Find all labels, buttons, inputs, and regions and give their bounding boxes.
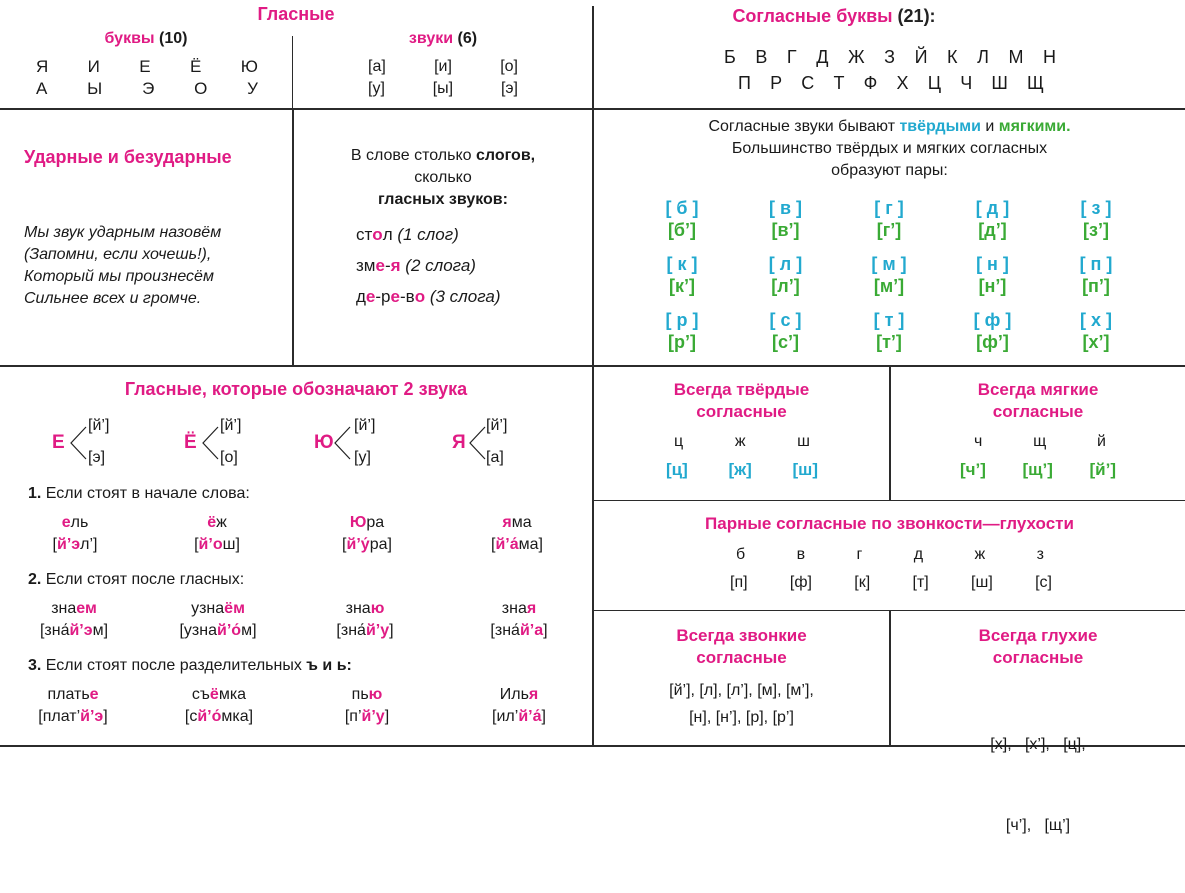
syllables-rule-bold: слогов, xyxy=(475,147,536,164)
always-voiceless-line: [х], [х’], [ц], xyxy=(990,736,1086,753)
transcription-part: [ xyxy=(342,536,347,553)
transcription-sound: й’а xyxy=(519,622,544,639)
soft-sound: [п’] xyxy=(1082,276,1110,296)
soft-sound: [р’] xyxy=(668,332,696,352)
split-bracket-icon xyxy=(467,425,487,461)
vowel-split-yu xyxy=(314,415,394,471)
consonant-letter: Ц xyxy=(927,73,942,93)
word-vowel: ём xyxy=(224,600,245,617)
rule-2 xyxy=(28,571,244,589)
divider-top-right xyxy=(594,108,1185,110)
vowel-sounds-row-1 xyxy=(368,58,518,76)
vowel-letters-header xyxy=(0,30,292,48)
voiced-letter: б xyxy=(736,546,746,563)
soft-sound: [ч’] xyxy=(960,460,986,479)
voiced-letter: з xyxy=(1036,546,1044,563)
consonant-letter: Щ xyxy=(1027,73,1044,93)
pair-cell xyxy=(1066,309,1126,353)
hard-sound: [ж] xyxy=(728,460,752,479)
word-part: пь xyxy=(351,686,369,703)
transcription-part: м] xyxy=(241,622,257,639)
transcription-part: [узна xyxy=(179,622,217,639)
transcription-part: ] xyxy=(543,622,548,639)
always-voiced-title-line: согласные xyxy=(696,648,787,667)
word-vowel: ю xyxy=(370,600,385,617)
poem-line: Мы звук ударным назовём xyxy=(24,224,222,241)
always-voiced-title-line: Всегда звонкие xyxy=(676,626,807,645)
always-voiceless-title xyxy=(891,625,1185,669)
pair-cell xyxy=(652,253,712,297)
soft-sound: [д’] xyxy=(978,220,1007,240)
word-part: плать xyxy=(47,686,90,703)
always-voiced-line: [й’], [л], [л’], [м], [м’], xyxy=(669,682,814,699)
always-hard-sounds xyxy=(666,460,818,480)
pair-cell xyxy=(1066,197,1126,241)
always-voiceless-sounds xyxy=(891,677,1185,893)
word-vowel: ё xyxy=(209,686,219,703)
transcription-part: [п’ xyxy=(344,708,362,725)
word-part: д xyxy=(356,287,366,306)
rule-number: 3. xyxy=(28,657,42,674)
always-hard-letters xyxy=(674,433,810,451)
consonant-letter: М xyxy=(1008,47,1024,67)
pairs-soft-word: мягкими. xyxy=(998,118,1071,135)
word-part: зна xyxy=(51,600,77,617)
vowel-letters-count: (10) xyxy=(159,30,188,47)
soft-sound: [г’] xyxy=(876,220,902,240)
two-sounds-title: Гласные, которые обозначают 2 звука xyxy=(124,379,468,399)
consonants-row-2 xyxy=(738,73,1044,94)
rule-1-word xyxy=(312,512,422,556)
transcription-sound: й’э xyxy=(56,536,81,553)
voiceless-sound: [с] xyxy=(1035,574,1052,591)
pairs-intro-text: Большинство твёрдых и мягких согласных xyxy=(731,140,1048,157)
consonants-title xyxy=(594,6,1074,27)
word-part: -в xyxy=(399,287,415,306)
always-voiced-title xyxy=(594,625,889,669)
vowel-letter: Ю xyxy=(240,57,258,76)
syllables-rule-text: сколько xyxy=(414,169,472,186)
consonant-letter: З xyxy=(884,47,896,67)
transcription-sound: й’э xyxy=(69,622,93,639)
vowel-sound: [о] xyxy=(500,58,518,75)
pairs-intro xyxy=(594,116,1185,182)
rule-1-word xyxy=(20,512,130,556)
vowel-letter: Ё xyxy=(190,57,202,76)
split-sound-bottom: [у] xyxy=(354,449,371,466)
split-sound-top: [й’] xyxy=(88,417,110,434)
hard-sound: [ х ] xyxy=(1079,310,1112,330)
transcription-sound: й’о xyxy=(198,536,223,553)
pairs-intro-text: Согласные звуки бывают xyxy=(708,118,896,135)
transcription-sound: й’у́ xyxy=(346,536,370,553)
pair-cell xyxy=(859,197,919,241)
voiceless-sound: [ф] xyxy=(789,574,812,591)
syllable-example-1 xyxy=(356,225,459,245)
pairs-row-3 xyxy=(652,309,1126,353)
consonant-letter: Т xyxy=(833,73,845,93)
word-part: Иль xyxy=(499,686,529,703)
word-part: ль xyxy=(70,514,89,531)
vowel-letter: Ы xyxy=(87,79,103,98)
soft-sound: [х’] xyxy=(1082,332,1110,352)
hard-sound: [ с ] xyxy=(769,310,802,330)
split-sound-bottom: [э] xyxy=(88,449,106,466)
transcription-part: [плат’ xyxy=(38,708,81,725)
vowels-title: Гласные xyxy=(257,4,335,24)
hard-sound: [ д ] xyxy=(975,198,1010,218)
word-vowel: ю xyxy=(368,686,383,703)
transcription-part: [ил’ xyxy=(492,708,519,725)
word-vowel: я xyxy=(390,256,401,275)
vowel-sounds-label: звуки xyxy=(408,30,454,47)
pair-cell xyxy=(756,253,816,297)
syllables-rule-text: В слове столько xyxy=(350,147,472,164)
word-vowel: е xyxy=(390,287,400,306)
always-voiced-sounds xyxy=(594,677,889,731)
transcription-part: [с xyxy=(184,708,198,725)
consonant-letter: Н xyxy=(1043,47,1056,67)
vowel-sound: [и] xyxy=(434,58,452,75)
transcription-part: [зна́ xyxy=(336,622,366,639)
consonants-row-1 xyxy=(724,47,1056,68)
split-letter: Е xyxy=(52,432,65,453)
pair-cell xyxy=(859,309,919,353)
consonant-letter: щ xyxy=(1033,433,1047,450)
transcription-sound: й’а́ xyxy=(518,708,542,725)
always-voiceless-title-line: согласные xyxy=(992,648,1084,667)
consonant-letter: Л xyxy=(977,47,989,67)
voiceless-sound: [п] xyxy=(730,574,748,591)
pair-cell xyxy=(652,197,712,241)
consonants-title-text: Согласные буквы xyxy=(732,6,893,26)
syllable-example-3 xyxy=(356,287,501,307)
always-voiced-line: [н], [н’], [р], [р’] xyxy=(689,709,794,726)
vowel-split-yo xyxy=(184,415,264,471)
transcription-part: [зна́ xyxy=(490,622,520,639)
stress-poem xyxy=(24,222,221,310)
rule-3-word xyxy=(312,684,422,728)
soft-sound: [ф’] xyxy=(976,332,1009,352)
voiced-letter: д xyxy=(913,546,924,563)
vowel-sounds-count: (6) xyxy=(457,30,478,47)
poem-line: Сильнее всех и громче. xyxy=(24,290,202,307)
consonant-letter: ц xyxy=(674,433,684,450)
split-letter: Я xyxy=(452,432,466,453)
rule-2-word xyxy=(14,598,134,642)
word-part: мка xyxy=(218,686,247,703)
transcription-sound: й’у xyxy=(365,622,390,639)
hard-sound: [ б ] xyxy=(665,198,699,218)
poem-line: (Запомни, если хочешь!), xyxy=(24,246,212,263)
vowel-letter: Е xyxy=(139,57,151,76)
rule-1-word xyxy=(462,512,572,556)
rule-3 xyxy=(28,657,352,675)
consonant-letter: В xyxy=(755,47,768,67)
consonant-letter: Х xyxy=(896,73,909,93)
word-vowel: ё xyxy=(207,514,217,531)
pair-cell xyxy=(756,309,816,353)
word-part: съ xyxy=(191,686,210,703)
hard-sound: [ р ] xyxy=(665,310,699,330)
word-part: ст xyxy=(356,225,373,244)
split-sound-bottom: [а] xyxy=(486,449,504,466)
voiceless-sound: [к] xyxy=(854,574,871,591)
transcription-part: ] xyxy=(384,708,390,725)
always-hard-title-line: Всегда твёрдые xyxy=(673,380,810,399)
word-part: -р xyxy=(375,287,391,306)
voiced-letter: г xyxy=(856,546,863,563)
syllables-rule xyxy=(294,145,592,211)
voicing-title: Парные согласные по звонкости—глухости xyxy=(705,514,1074,533)
word-vowel: ем xyxy=(76,600,97,617)
hard-sound: [ з ] xyxy=(1080,198,1112,218)
transcription-sound: й’э xyxy=(80,708,104,725)
vowel-sound: [у] xyxy=(368,80,385,97)
divider-vowels-inner xyxy=(292,36,293,108)
word-part: ра xyxy=(366,514,385,531)
hard-sound: [ к ] xyxy=(666,254,698,274)
consonant-letter: й xyxy=(1097,433,1106,450)
syllable-count-note: (2 слога) xyxy=(405,256,476,275)
always-soft-sounds xyxy=(960,460,1116,480)
syllable-count-note: (1 слог) xyxy=(397,225,459,244)
rule-2-word xyxy=(310,598,420,642)
voiced-letters xyxy=(736,546,1044,564)
split-sound-top: [й’] xyxy=(354,417,376,434)
word-vowel: е xyxy=(365,287,376,306)
transcription-sound: й’у xyxy=(361,708,385,725)
hard-sound: [ г ] xyxy=(874,198,904,218)
soft-sound: [з’] xyxy=(1083,220,1109,240)
vowel-sound: [э] xyxy=(500,80,518,97)
vowel-letter: И xyxy=(87,57,100,76)
always-hard-title xyxy=(594,379,889,423)
rule-signs: ъ и ь: xyxy=(306,657,352,674)
soft-sound: [й’] xyxy=(1089,460,1116,479)
word-part: ж xyxy=(216,514,227,531)
rule-3-word xyxy=(462,684,576,728)
consonant-letter: Г xyxy=(786,47,797,67)
always-voiceless-line: [ч’], [щ’] xyxy=(1005,817,1071,834)
soft-sound: [т’] xyxy=(876,332,902,352)
soft-sound: [к’] xyxy=(669,276,695,296)
divider-top-left xyxy=(0,108,592,110)
rule-number: 1. xyxy=(28,485,42,502)
vowel-sound: [ы] xyxy=(432,80,454,97)
rule-text: Если стоят после гласных: xyxy=(45,571,245,588)
vowel-letter: А xyxy=(36,79,48,98)
syllable-example-2 xyxy=(356,256,476,276)
pair-cell xyxy=(963,197,1023,241)
transcription-part: л’] xyxy=(80,536,98,553)
voiceless-sounds xyxy=(730,574,1052,592)
vowel-letter: У xyxy=(247,79,258,98)
soft-sound: [м’] xyxy=(873,276,905,296)
vowel-split-e xyxy=(52,415,132,471)
consonant-letter: Й xyxy=(914,47,928,67)
vowel-letter: Я xyxy=(36,57,49,76)
split-bracket-icon xyxy=(332,425,352,461)
vowel-split-ya xyxy=(452,415,532,471)
rule-number: 2. xyxy=(28,571,42,588)
transcription-sound: й’о́ xyxy=(217,622,242,639)
pairs-hard-word: твёрдыми xyxy=(899,118,981,135)
divider-middle-left xyxy=(0,365,592,367)
hard-sound: [ н ] xyxy=(976,254,1009,274)
rule-1-word xyxy=(162,512,272,556)
always-soft-title-line: согласные xyxy=(992,402,1084,421)
consonant-letter: К xyxy=(947,47,958,67)
soft-sound: [н’] xyxy=(978,276,1007,296)
always-soft-letters xyxy=(974,433,1106,451)
consonant-letter: Ш xyxy=(991,73,1008,93)
hard-sound: [ м ] xyxy=(871,254,907,274)
syllable-count-note: (3 слога) xyxy=(429,287,501,306)
rule-2-word xyxy=(156,598,280,642)
stress-title: Ударные и безударные xyxy=(24,147,232,167)
vowel-letter: Э xyxy=(142,79,155,98)
pairs-row-1 xyxy=(652,197,1126,241)
transcription-part: [ xyxy=(194,536,199,553)
rule-1 xyxy=(28,485,250,503)
transcription-part: [ xyxy=(491,536,496,553)
vowel-letters-row-1 xyxy=(36,57,258,77)
word-vowel: Ю xyxy=(349,514,367,531)
hard-sound: [ш] xyxy=(792,460,818,479)
word-vowel: я xyxy=(526,600,537,617)
transcription-part: мка] xyxy=(221,708,254,725)
word-vowel: о xyxy=(372,225,383,244)
soft-sound: [б’] xyxy=(667,220,697,240)
consonant-letter: Б xyxy=(724,47,736,67)
voiced-letter: ж xyxy=(974,546,986,563)
hard-sound: [ в ] xyxy=(768,198,803,218)
rule-text: Если стоят после разделительных xyxy=(45,657,302,674)
split-sound-bottom: [о] xyxy=(220,449,238,466)
rule-3-word xyxy=(16,684,130,728)
hard-sound: [ л ] xyxy=(768,254,803,274)
pairs-intro-text: и xyxy=(985,118,995,135)
consonant-letter: Р xyxy=(770,73,783,93)
consonant-letter: С xyxy=(801,73,815,93)
always-soft-title xyxy=(891,379,1185,423)
consonant-letter: Д xyxy=(816,47,829,67)
consonant-letter: Ф xyxy=(863,73,878,93)
transcription-part: ма] xyxy=(518,536,543,553)
hard-sound: [ т ] xyxy=(873,310,905,330)
divider-voicing-top xyxy=(594,500,1185,501)
split-sound-top: [й’] xyxy=(220,417,242,434)
soft-sound: [щ’] xyxy=(1022,460,1053,479)
consonant-letter: ж xyxy=(734,433,746,450)
word-part: зна xyxy=(345,600,371,617)
word-vowel: е xyxy=(89,686,99,703)
rule-3-word xyxy=(162,684,276,728)
poem-line: Который мы произнесём xyxy=(24,268,214,285)
split-letter: Ё xyxy=(184,432,197,453)
transcription-sound: й’о́ xyxy=(197,708,222,725)
pair-cell xyxy=(652,309,712,353)
vowel-sound: [а] xyxy=(368,58,386,75)
consonant-letter: П xyxy=(738,73,751,93)
word-vowel: е xyxy=(375,256,385,275)
vowel-letters-label: буквы xyxy=(104,30,155,47)
vowel-sounds-header xyxy=(294,30,592,48)
transcription-part: [зна́ xyxy=(39,622,70,639)
transcription-part: ш] xyxy=(222,536,240,553)
vowel-sounds-row-2 xyxy=(368,80,518,98)
hard-sound: [ ф ] xyxy=(973,310,1012,330)
word-vowel: е xyxy=(61,514,71,531)
transcription-part: ] xyxy=(541,708,546,725)
transcription-part: м] xyxy=(92,622,109,639)
always-voiceless-title-line: Всегда глухие xyxy=(978,626,1098,645)
word-part: ма xyxy=(511,514,532,531)
pair-cell xyxy=(859,253,919,297)
hard-sound: [ц] xyxy=(666,460,688,479)
pair-cell xyxy=(963,253,1023,297)
always-hard-title-line: согласные xyxy=(696,402,787,421)
consonant-letter: Ч xyxy=(960,73,973,93)
split-letter: Ю xyxy=(314,432,334,453)
word-part: узна xyxy=(191,600,225,617)
hard-sound: [ п ] xyxy=(1079,254,1113,274)
rule-2-word xyxy=(462,598,576,642)
pairs-intro-text: образуют пары: xyxy=(831,162,948,179)
word-part: зна xyxy=(501,600,527,617)
split-sound-top: [й’] xyxy=(486,417,508,434)
pair-cell xyxy=(963,309,1023,353)
voiced-letter: в xyxy=(796,546,806,563)
soft-sound: [л’] xyxy=(771,276,800,296)
voiceless-sound: [т] xyxy=(912,574,929,591)
rule-text: Если стоят в начале слова: xyxy=(45,485,250,502)
consonant-letter: ч xyxy=(974,433,983,450)
transcription-part: ] xyxy=(389,622,394,639)
transcription-sound: й’а́ xyxy=(495,536,519,553)
word-vowel: я xyxy=(528,686,539,703)
word-vowel: я xyxy=(502,514,512,531)
voiceless-sound: [ш] xyxy=(971,574,993,591)
consonants-count: (21): xyxy=(897,6,936,26)
pair-cell xyxy=(1066,253,1126,297)
pairs-row-2 xyxy=(652,253,1126,297)
word-part: л xyxy=(382,225,393,244)
split-bracket-icon xyxy=(200,425,220,461)
vowel-letter: О xyxy=(194,79,208,98)
transcription-part: [ xyxy=(52,536,57,553)
consonant-letter: Ж xyxy=(847,47,865,67)
syllables-rule-bold: гласных звуков: xyxy=(378,191,508,208)
consonant-letter: ш xyxy=(797,433,810,450)
soft-sound: [в’] xyxy=(771,220,800,240)
soft-sound: [с’] xyxy=(772,332,799,352)
word-vowel: о xyxy=(414,287,426,306)
pair-cell xyxy=(756,197,816,241)
vowel-letters-row-2 xyxy=(36,79,258,99)
always-soft-title-line: Всегда мягкие xyxy=(977,380,1099,399)
word-part: зм xyxy=(356,256,376,275)
word-part: - xyxy=(384,256,391,275)
split-bracket-icon xyxy=(68,425,88,461)
transcription-part: ] xyxy=(103,708,108,725)
transcription-part: ра] xyxy=(369,536,392,553)
